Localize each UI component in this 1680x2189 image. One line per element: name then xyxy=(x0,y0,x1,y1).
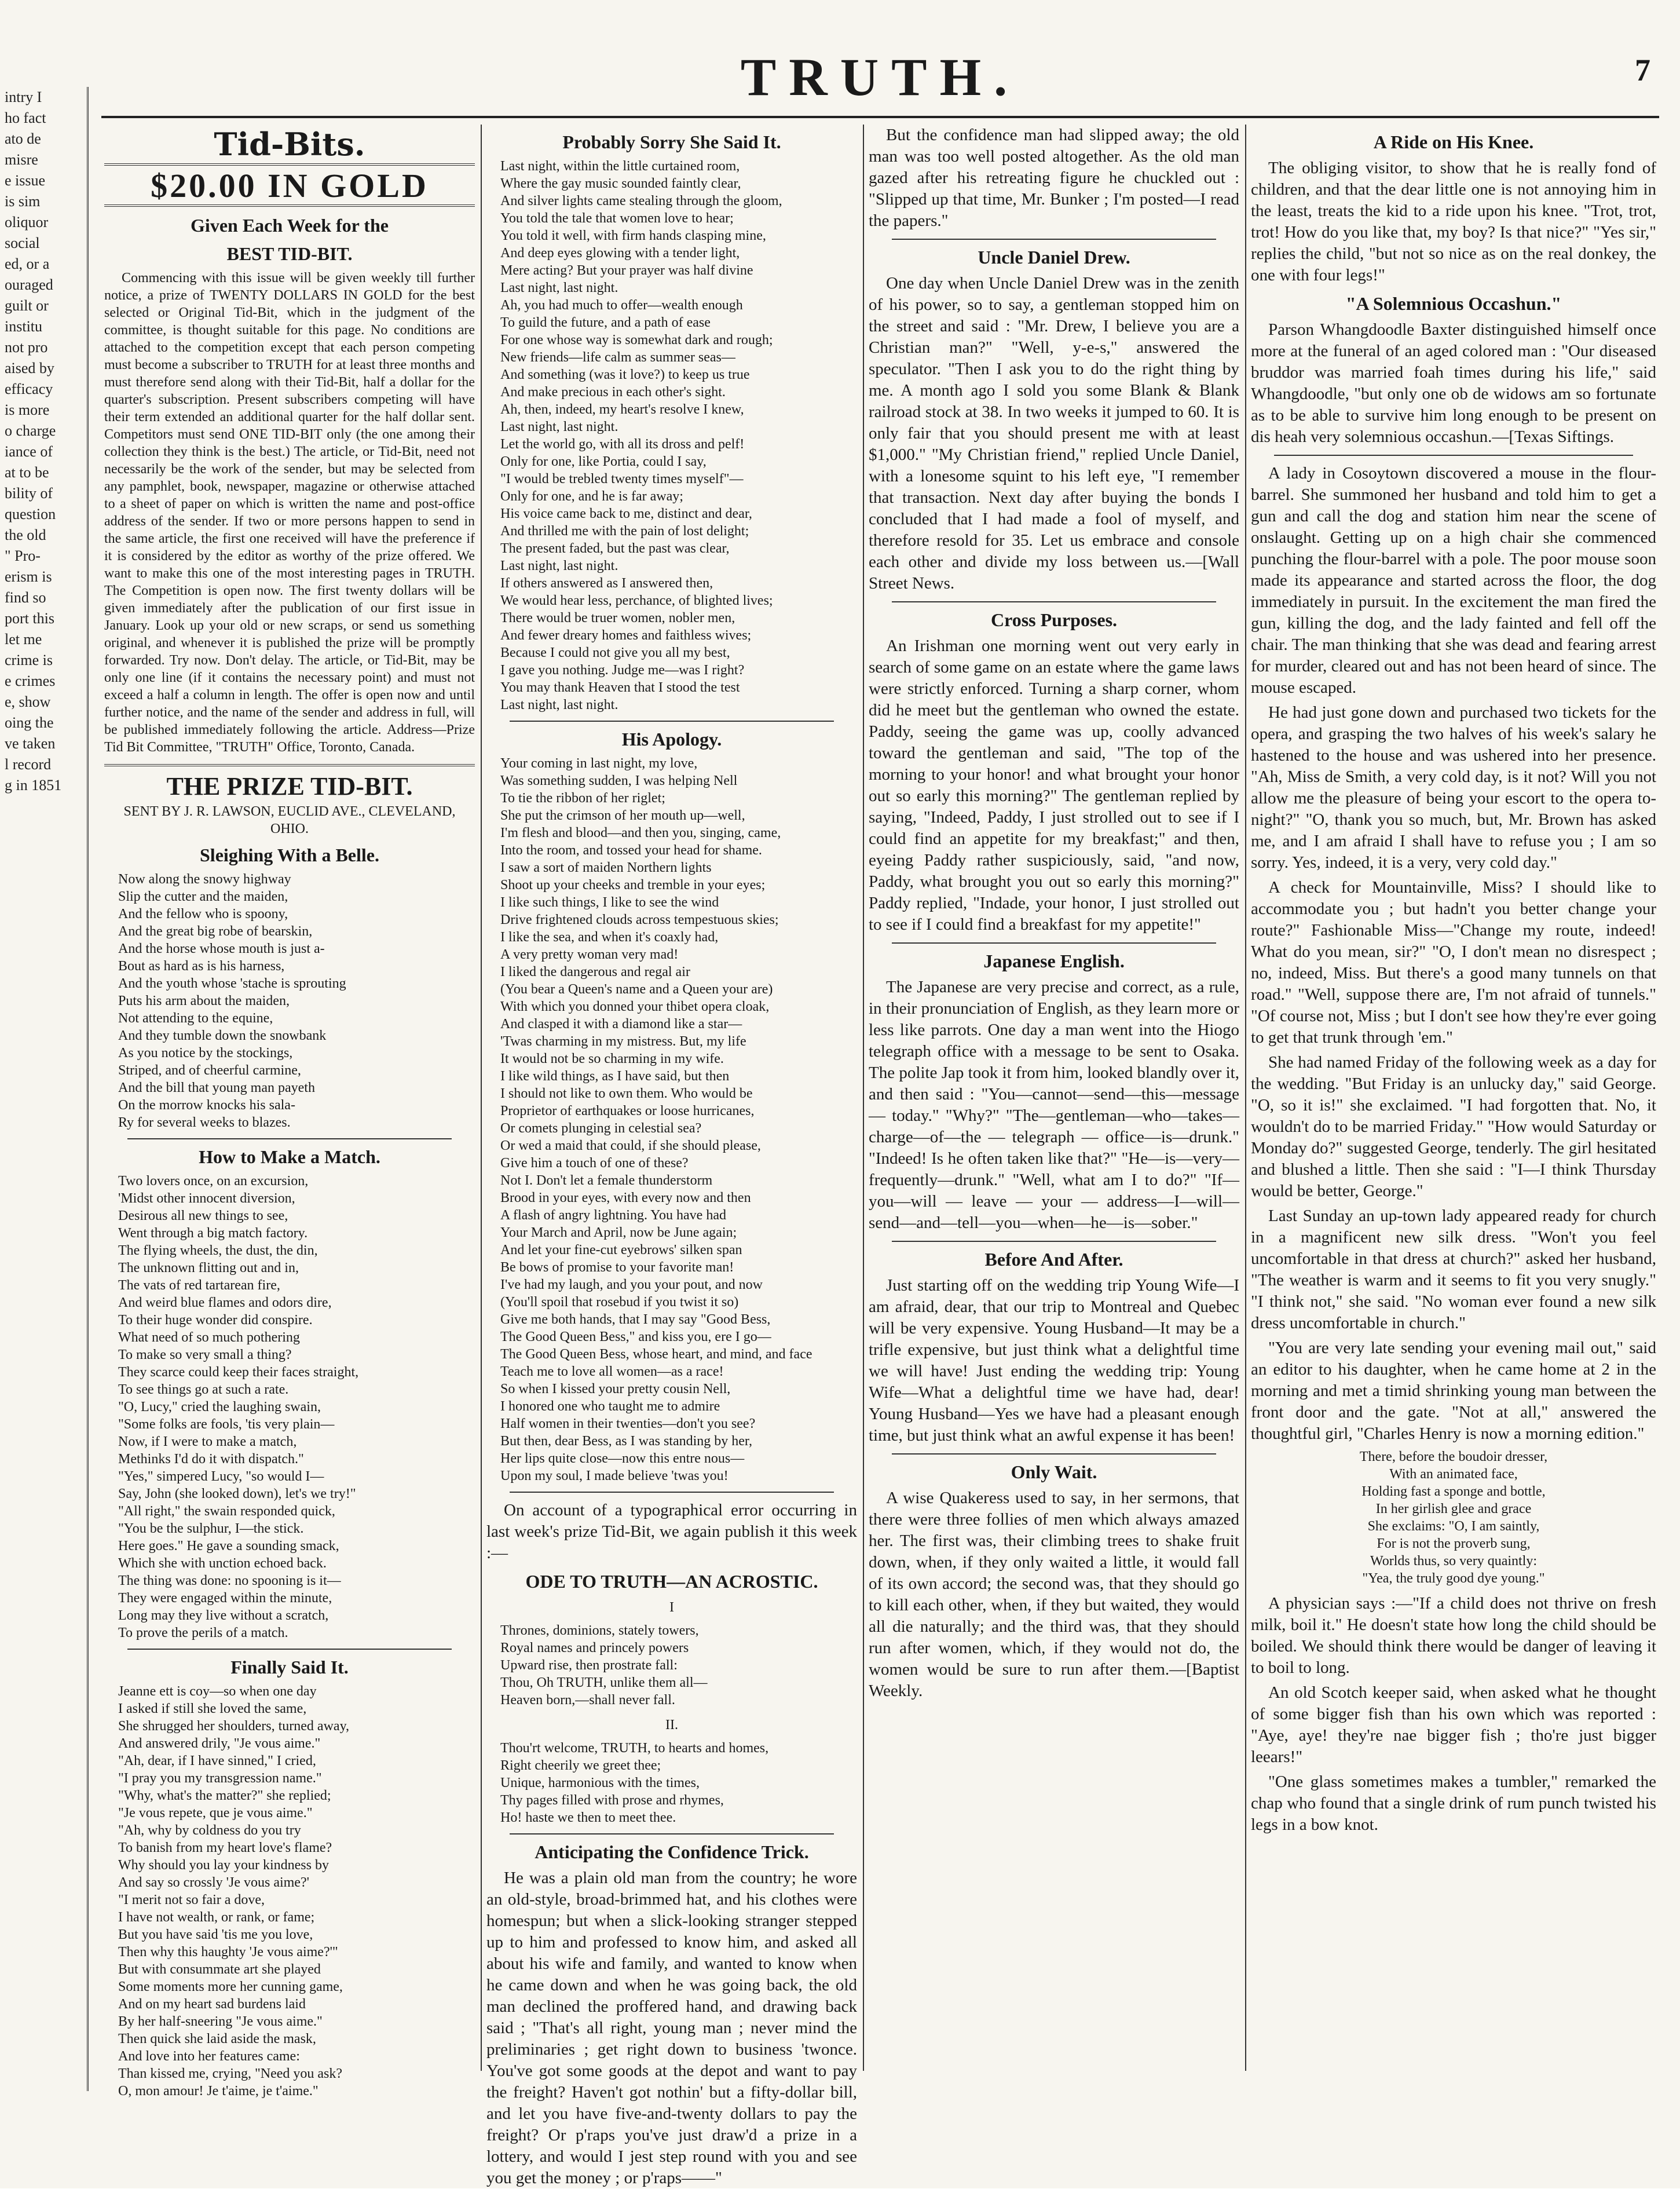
poem-verse: Now along the snowy highway Slip the cutter and the maiden, And the fellow who is spoony, And the great big robe of bearskin, And the horse whose mouth is just a- Bout as hard as is his harness, And the youth whose 'stache is sprouting Puts his arm about the maiden, Not attending to the equine, And they tumble down the snowbank As you notice by the stockings, Striped, and of cheerful carmine, And the bill that young man payeth On the morrow knocks his sala- Ry for several weeks to blazes. xyxy=(118,872,346,1130)
bleed-line: question xyxy=(5,506,56,522)
bleed-line: is sim xyxy=(5,193,41,210)
article-title: Uncle Daniel Drew. xyxy=(978,247,1130,268)
poem-verse: Your coming in last night, my love, Was something sudden, I was helping Nell To tie the ribbon of her riglet; She put the crimson of her mouth up—well, I'm flesh and blood—and then you, singing, came, Into the room, and tossed your head for shame. I saw a sort of maiden Northern lights Shoot up your cheeks and tremble in your eyes; I like such things, I like to see the wind Drive frightened clouds across tempestuous skies; I like the sea, and when it's coaxly had, A very pretty woman very mad! I liked the dangerous and regal air (You bear a Queen's name and a Queen your are) With which you donned your thibet opera cloak, And clasped it with a diamond like a star— 'Twas charming in my mistress. But, my life It would not be so charming in my wife. I like wild things, as I have said, but then I should not like to own them. Who would be Proprietor of earthquakes or loose hurricanes, Or comets plunging in celestial sea? Or wed a maid that could, if she should please, Give him a touch of one of these? Not I. Don't let a female thunderstorm Brood in your eyes, with every now and then A flash of angry lightning. You have had Your March and April, now be June again; And let your fine-cut eyebrows' silken span Be bows of promise to your favorite man! I've had my laugh, and you your pout, and now (You'll spoil that rosebud if you twist it so) Give me both hands, that I may say "Good Bess, The Good Queen Bess," and kiss you, ere I go— The Good Queen Bess, whose heart, and mind, and face Teach me to love all women—as a race! So when I kissed your pretty cousin Nell, I honored one who taught me to admire Half women in their twenties—don't you see? But then, dear Bess, as I was standing by her, Her lips quite close—now this entre nous— Upon my soul, I made believe 'twas you! xyxy=(500,756,812,1483)
divider xyxy=(104,204,475,207)
bleed-line: oliquor xyxy=(5,214,49,231)
column-divider xyxy=(863,125,864,2071)
article-title: Only Wait. xyxy=(1011,1461,1097,1482)
erratum-note: On account of a typographical error occurring in last week's prize Tid-Bit, we again publish it this week :— xyxy=(486,1501,857,1562)
bleed-line: institu xyxy=(5,318,43,335)
adjacent-page-bleed xyxy=(0,87,89,2091)
newspaper-title: TRUTH. xyxy=(740,47,1020,107)
section-title: Tid-Bits. xyxy=(214,126,365,163)
bleed-line: ho fact xyxy=(5,109,46,126)
divider xyxy=(892,601,1216,602)
bleed-line: ato de xyxy=(5,130,41,147)
bleed-line: iance of xyxy=(5,443,53,460)
bleed-line: aised by xyxy=(5,360,54,377)
bleed-line: g in 1851 xyxy=(5,777,62,794)
article-body: One day when Uncle Daniel Drew was in the zenith of his power, so to say, a gentleman stopped him on the street and said : "Mr. Drew, I believe you are a Christian man?" "Well, y-e-s," answered the speculator. "Then I ask you to do the right thing by me. A month ago I sold you some Blank & Blank railroad stock at 38. In two weeks it jumped to 60. It is only fair that you should present me with at least $1,000." "My Christian friend," replied Uncle Daniel, with a lonesome squint to his left eye, "I remember that transaction. Next day after buying the bonds I concluded that I had made a fool of myself, and therefore resold for 35. Let us embrace and console each other and divide my loss between us.—[Wall Street News. xyxy=(869,274,1239,593)
divider xyxy=(510,1833,834,1834)
bleed-line: " Pro- xyxy=(5,547,41,564)
article-body: Parson Whangdoodle Baxter distinguished himself once more at the funeral of an aged colored man : "Our diseased bruddor was married foah times during his life," said Whangdoodle, "but only one ob de widows am so fortunate as to be able to survive him long enough to be present on dis heah very solemnious occashun.—[Texas Siftings. xyxy=(1251,320,1656,446)
bleed-line: e, show xyxy=(5,693,51,710)
poem-verse: Two lovers once, on an excursion, 'Midst other innocent diversion, Desirous all new things to see, Went through a big match factory. The flying wheels, the dust, the din, The unknown flitting out and in, The vats of red tartarean fire, And weird blue flames and odors dire, To their huge wonder did conspire. What need of so much pothering To make so very small a thing? They scarce could keep their faces straight, To see things go at such a rate. "O, Lucy," cried the laughing swain, "Some folks are fools, 'tis very plain— Now, if I were to make a match, Methinks I'd do it with dispatch." "Yes," simpered Lucy, "so would I— Say, John (she looked down), let's we try!" "All right," the swain responded quick, "You be the sulphur, I—the stick. Here goes." He gave a sounding smack, Which she with unction echoed back. The thing was done: no spooning is it— They were engaged within the minute, Long may they live without a scratch, To prove the perils of a match. xyxy=(118,1174,359,1640)
poem-title: Sleighing With a Belle. xyxy=(200,845,379,865)
bleed-line: oing the xyxy=(5,714,54,731)
bleed-line: at to be xyxy=(5,464,49,481)
bleed-line: bility of xyxy=(5,485,53,502)
bleed-line: ouraged xyxy=(5,276,53,293)
bleed-line: port this xyxy=(5,610,54,627)
given-each-week: Given Each Week for the xyxy=(191,215,389,236)
article-title: Anticipating the Confidence Trick. xyxy=(535,1841,809,1862)
article-body: A physician says :—"If a child does not thrive on fresh milk, boil it." He doesn't state how long the child should be boiled. We should think there would be danger of leaving it to boil to long. xyxy=(1251,1594,1656,1677)
poem-title: Finally Said It. xyxy=(230,1657,349,1678)
stanza-number: II. xyxy=(665,1717,678,1733)
divider xyxy=(892,239,1216,240)
divider xyxy=(892,1453,1216,1455)
byline: SENT BY J. R. LAWSON, EUCLID AVE., CLEVELAND, OHIO. xyxy=(123,804,456,836)
article-body: Just starting off on the wedding trip Young Wife—I am afraid, dear, that our trip to Montreal and Quebec will be very expensive. Young Husband—It may be a trifle expensive, but just think what a delightful time we will have! Just ending the wedding trip: Young Wife—What a delightful time we have had, dear! Young Husband—Yes we have had a pleasant enough time, but just think what an awful expense it has been! xyxy=(869,1276,1239,1445)
poem-title: Probably Sorry She Said It. xyxy=(562,131,781,152)
article-body: He was a plain old man from the country; he wore an old-style, broad-brimmed hat, and his clothes were homespun; but when a slick-looking stranger stepped up to him and professed to know him, and asked all about his wife and family, and wanted to know when he came down and when he was going back, the old man declined the proffered hand, and drawing back said ; "That's all right, young man ; never mind the preliminaries ; get right down to business 'twonce. You've got some goods at the depot and want to pay the freight? Haven't got nothin' but a fifty-dollar bill, and let you have five-and-twenty dollars to pay the freight? Or p'raps you've just draw'd a prize in a lottery, and would I jest step round with you and see you get the money ; or p'raps——" xyxy=(486,1869,857,2187)
divider xyxy=(104,764,475,766)
bleed-line: not pro xyxy=(5,339,48,356)
bleed-line: ed, or a xyxy=(5,255,50,272)
poem-verse: Jeanne ett is coy—so when one day I asked if still she loved the same, She shrugged her shoulders, turned away, And answered drily, "Je vous aime." "Ah, dear, if I have sinned," I cried, "I pray you my transgression name." "Why, what's the matter?" she replied; "Je vous repete, que je vous aime." "Ah, why by coldness do you try To banish from my heart love's flame? Why should you lay your kindness by And say so crossly 'Je vous aime?' "I merit not so fair a dove, I have not wealth, or rank, or fame; But you have said 'tis me you love, Then why this haughty 'Je vous aime?'" But with consummate art she played Some moments more her cunning game, And on my heart sad burdens laid By her half-sneering "Je vous aime." Then quick she laid aside the mask, And love into her features came: Than kissed me, crying, "Need you ask? O, mon amour! Je t'aime, je t'aime." xyxy=(118,1684,350,2099)
article-body: She had named Friday of the following week as a day for the wedding. "But Friday is an unlucky day," said George. "O, so it is!" she exclaimed. "I had forgotten that. No, it wouldn't do to be married Friday." "How would Saturday or Monday do?" suggested George, tenderly. The girl hesitated and blushed a little. Then she said : "I—I think Thursday would be better, George." xyxy=(1251,1053,1656,1200)
bleed-line: e issue xyxy=(5,172,46,189)
divider xyxy=(127,1138,452,1139)
divider xyxy=(510,1492,834,1493)
article-body: A lady in Cosoytown discovered a mouse in the flour-barrel. She summoned her husband and told him to get a gun and call the dog and station him near the scene of onslaught. Getting up on a high chair she commenced punching the flour-barrel with a pole. The poor mouse soon made its appearance and started across the floor, the dog immediately in pursuit. In the excitement the man fired the gun, killing the dog, and the lady fainted and fell off the chair. The man thinking that she was dead and fearing arrest for murder, cleared out and has not been heard of since. The mouse escaped. xyxy=(1251,464,1656,697)
masthead xyxy=(98,41,1662,110)
bleed-line: misre xyxy=(5,151,38,168)
poem-verse: There, before the boudoir dresser, With an animated face, Holding fast a sponge and bottle, In her girlish glee and grace She exclaims: "O, I am saintly, For is not the proverb sung, Worlds thus, so very quaintly: "Yea, the truly good dye young." xyxy=(1359,1449,1548,1586)
article-body: "You are very late sending your evening mail out," said an editor to his daughter, when he came home at 2 in the morning and met a timid shrinking young man between the front door and the gate. "Not at all," answered the thoughtful girl, "Charles Henry is now a morning edition." xyxy=(1251,1339,1656,1443)
article-body: The obliging visitor, to show that he is really fond of children, and that the dear little one is not annoying him in the least, treats the kid to a ride upon his knee. "Trot, trot, trot! How do you like that, my boy? Is that nice?" "Yes sir," replies the child, "but not so nice as on the real donkey, the one with four legs!" xyxy=(1251,159,1656,284)
article-body: "One glass sometimes makes a tumbler," remarked the chap who found that a single drink of rum punch twisted his legs in a bow knot. xyxy=(1251,1773,1656,1834)
divider xyxy=(892,1241,1216,1242)
article-body: Last Sunday an up-town lady appeared ready for church in a magnificent new silk dress. "Won't you feel uncomfortable in that dress at church?" asked her husband, "The weather is warm and it seems to fit you very snugly." "I think not," she said. "No woman ever found a new silk dress uncomfortable in church." xyxy=(1251,1207,1656,1332)
article-title: Japanese English. xyxy=(983,951,1125,971)
bleed-line: l record xyxy=(5,756,52,773)
article-title: A Ride on His Knee. xyxy=(1373,131,1534,152)
bleed-line: crime is xyxy=(5,652,53,668)
divider xyxy=(127,1649,452,1650)
article-title: Before And After. xyxy=(984,1249,1123,1270)
divider xyxy=(1274,455,1633,456)
column-divider xyxy=(1245,125,1246,2071)
article-body: A wise Quakeress used to say, in her sermons, that there were three follies of men which always amazed her. The first was, their climbing trees to shake fruit down, when, if they only waited a little, it would fall of its own accord; the second was, that they should go to kill each other, when, if they but waited, they would all die naturally; and the third was, that they should run after women, which, if they would not do, the women would be sure to run after them.—[Baptist Weekly. xyxy=(869,1489,1239,1700)
prize-announcement: Commencing with this issue will be given weekly till further notice, a prize of TWENTY DOLLARS IN GOLD for the best selected or Original Tid-Bit, which in the judgment of the committee, is thought suitable for this page. No conditions are attached to the competition except that each person competing must become a subscriber to TRUTH for at least three months and must therefore send along with their Tid-Bit, half a dollar for the quarter's subscription. Present subscribers competing will have their term extended an additional quarter for the half dollar sent. Competitors must send ONE TID-BIT only (the one among their collection they think is the best.) The article, or Tid-Bit, need not necessarily be the work of the sender, but may be selected from any pamphlet, book, newspaper, magazine or otherwise attached to a sheet of paper on which is written the name and post-office address of the sender. If two or more persons happen to send in the same article, the first one received will have the preference if it is considered by the editor as worthy of the prize offered. We want to make this one of the most interesting pages in TRUTH. The Competition is open now. The first twenty dollars will be given immediately after the publication of our first issue in January. Look up your old or new scraps, or send us something original, and whenever it is published the prize will be promptly forwarded. Try now. Don't delay. The article, or Tid-Bit, may be only one line (if it contains the necessary point) and must not exceed a half a column in length. The offer is open now and until further notice, and the name of the sender and address in full, will be published immediately following the article. Address—Prize Tid Bit Committee, "TRUTH" Office, Toronto, Canada. xyxy=(104,271,475,755)
acrostic-title: ODE TO TRUTH—AN ACROSTIC. xyxy=(525,1571,818,1592)
poem-title: How to Make a Match. xyxy=(199,1146,380,1167)
article-title: "A Solemnious Occashun." xyxy=(1345,293,1562,314)
column-2 xyxy=(486,125,857,2187)
prize-amount-heading: $20.00 IN GOLD xyxy=(151,167,429,204)
article-body: An Irishman one morning went out very early in search of some game on an estate where the game laws were strictly enforced. Turning a sharp corner, whom did he meet but the gentleman who owned the estate. Paddy, seeing the game was up, coolly advanced toward the gentleman and said, "The top of the morning to your honor! and what brought your honor out so early this morning?" The gentleman replied by saying, "Indeed, Paddy, I just strolled out to see if I could find an appetite for my breakfast;" and then, eyeing Paddy rather suspiciously, said, "and now, Paddy, what brought you out so early this morning?" Paddy replied, "Indade, your honor, I just strolled out to see if I could find a breakfast for my appetite!" xyxy=(869,637,1239,934)
article-body: An old Scotch keeper said, when asked what he thought of some bigger fish than his own which was reported : "Aye, aye! they're nae bigger fish ; tho're just bigger leears!" xyxy=(1251,1683,1656,1766)
bleed-line: social xyxy=(5,235,40,251)
bleed-line: erism is xyxy=(5,568,52,585)
article-body: The Japanese are very precise and correct, as a rule, in their pronunciation of English, as they learn more or less like parrots. One day a man went into the Hiogo telegraph office with a message to be sent to Osaka. The polite Jap took it from him, looked blandly over it, and then said : "You—cannot—send—this—message — today." "Why?" "The—gentleman—who—takes—charge—of—the — telegraph — office—is—drunk." "Indeed! Is he often taken like that?" "He—is—very—frequently—drunk." "Well, what am I to do?" "If—you—will — leave — your — address—I—will—send—and—tell—you—when—he—is—sober." xyxy=(869,978,1239,1232)
masthead-rule xyxy=(101,116,1659,118)
bleed-line: find so xyxy=(5,589,46,606)
bleed-line: guilt or xyxy=(5,297,49,314)
bleed-line: intry I xyxy=(5,89,42,105)
acrostic-verse: Thrones, dominions, stately towers, Royal names and princely powers Upward rise, then prostrate fall: Thou, Oh TRUTH, unlike them all— Heaven born,—shall never fall. xyxy=(500,1623,708,1708)
article-body: But the confidence man had slipped away; the old man was too well posted altogether. As the old man gazed after his retreating figure he chuckled out : "Slipped up that time, Mr. Bunker ; I'm posted—I read the papers." xyxy=(869,126,1239,230)
article-body: He had just gone down and purchased two tickets for the opera, and grasping the two halves of his week's salary he hastened to the house and was ushered into her presence. "Ah, Miss de Smith, a very cold day, is it not? Will you not allow me the pleasure of being your escort to the opera to-night?" "O, thank you so much, but, Mr. Brown has asked me, and I am afraid I shall have to refuse you ; I am so sorry. Yes, indeed, it is a very, very cold day." xyxy=(1251,703,1656,872)
bleed-line: let me xyxy=(5,631,42,648)
prize-tid-bit-heading: THE PRIZE TID-BIT. xyxy=(166,772,413,801)
bleed-line: efficacy xyxy=(5,381,53,397)
bleed-line: e crimes xyxy=(5,673,56,689)
column-1 xyxy=(104,125,475,2099)
column-3 xyxy=(869,125,1239,2071)
acrostic-verse: Thou'rt welcome, TRUTH, to hearts and homes, Right cheerily we greet thee; Unique, harmonious with the times, Thy pages filled with prose and rhymes, Ho! haste we then to meet thee. xyxy=(500,1741,769,1825)
best-tid-bit: BEST TID-BIT. xyxy=(226,243,353,264)
column-divider xyxy=(481,125,482,2071)
article-body: A check for Mountainville, Miss? I should like to accommodate you ; but hadn't you better change your route?" Fashionable Miss—"Change my route, indeed! What do you mean, sir?" "O, I don't mean no disrespect ; no, indeed, Miss. But there's a good many tunnels on that road." "Well, suppose there are, I'm not afraid of tunnels." "Of course not, Miss ; but I don't see how they're ever going to get that trunk through 'em." xyxy=(1251,878,1656,1047)
bleed-line: is more xyxy=(5,401,50,418)
divider xyxy=(510,721,834,722)
article-title: Cross Purposes. xyxy=(990,609,1118,630)
divider xyxy=(104,163,475,166)
column-4 xyxy=(1251,125,1656,2071)
poem-title: His Apology. xyxy=(621,729,722,750)
bleed-line: o charge xyxy=(5,422,56,439)
poem-verse: Last night, within the little curtained room, Where the gay music sounded faintly clear, And silver lights came stealing through the gloom, You told the tale that women love to hear; You told it well, with firm hands clasping mine, And deep eyes glowing with a tender light, Mere acting? But your prayer was half divine Last night, last night. Ah, you had much to offer—wealth enough To guild the future, and a path of ease For one whose way is somewhat dark and rough; New friends—life calm as summer seas— And something (was it love?) to keep us true And make precious in each other's sight. Ah, then, indeed, my heart's resolve I knew, Last night, last night. Let the world go, with all its dross and pelf! Only for one, like Portia, could I say, "I would be trebled twenty times myself"— Only for one, and he is far away; His voice came back to me, distinct and dear, And thrilled me with the pain of lost delight; The present faded, but the past was clear, Last night, last night. If others answered as I answered then, We would hear less, perchance, of blighted lives; There would be truer women, nobler men, And fewer dreary homes and faithless wives; Because I could not give you all my best, I gave you nothing. Judge me—was I right? You may thank Heaven that I stood the test Last night, last night. xyxy=(500,159,782,712)
divider xyxy=(892,942,1216,944)
bleed-line: ve taken xyxy=(5,735,56,752)
page-number: 7 xyxy=(1635,53,1650,87)
bleed-line: the old xyxy=(5,527,46,543)
stanza-number: I xyxy=(669,1600,674,1615)
